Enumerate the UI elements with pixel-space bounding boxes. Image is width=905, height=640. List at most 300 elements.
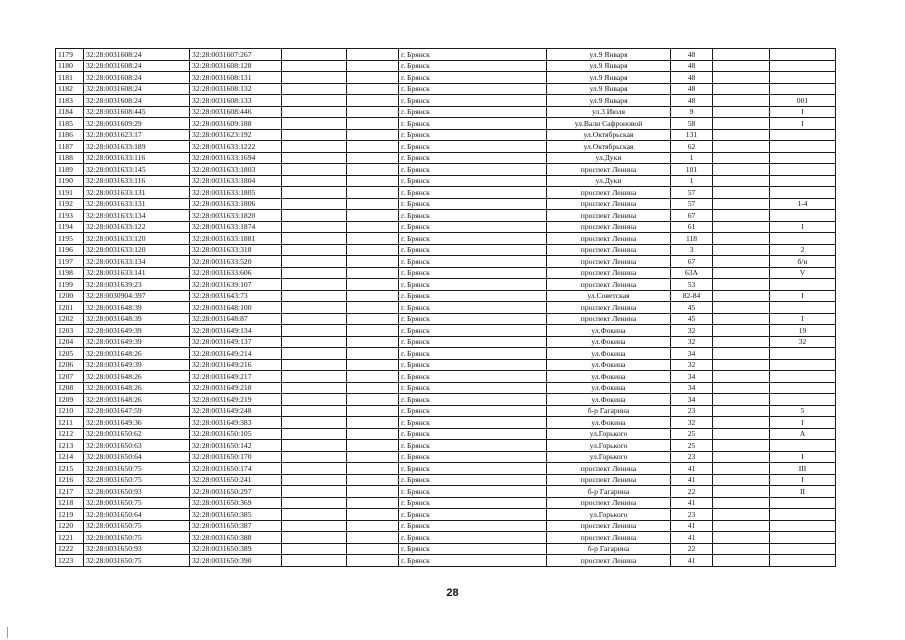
cell-street: ул.Дуки: [547, 152, 671, 164]
cell-parcel-number: 32:28:0031648:39: [84, 302, 190, 314]
cell-col-blank-3: [713, 290, 770, 302]
cell-object-number: 32:28:0031608:128: [190, 60, 282, 72]
cell-premises: [770, 359, 836, 371]
cell-col-blank-3: [713, 440, 770, 452]
cell-col-blank-3: [713, 83, 770, 95]
cell-house: 67: [671, 256, 713, 268]
table-row: [56, 520, 836, 532]
cell-object-number: 32:28:0031623:192: [190, 129, 282, 141]
cell-house: 48: [671, 83, 713, 95]
cell-house: 25: [671, 428, 713, 440]
cell-col-blank-2: [347, 233, 399, 245]
cell-col-blank-1: [282, 474, 347, 486]
cell-city: г. Брянск: [399, 49, 547, 61]
cell-parcel-number: 32:28:0031648:26: [84, 348, 190, 360]
cell-city: г. Брянск: [399, 336, 547, 348]
cell-street: ул.Фокина: [547, 382, 671, 394]
cell-col-blank-2: [347, 129, 399, 141]
cell-house: 62: [671, 141, 713, 153]
cell-city: г. Брянск: [399, 394, 547, 406]
cell-object-number: 32:28:0031650:297: [190, 486, 282, 498]
cell-parcel-number: 32:28:0031608:24: [84, 72, 190, 84]
cell-premises: [770, 164, 836, 176]
cell-street: ул.Советская: [547, 290, 671, 302]
cell-row-number: 1222: [56, 543, 84, 555]
cell-col-blank-2: [347, 60, 399, 72]
cell-city: г. Брянск: [399, 83, 547, 95]
table-row: [56, 198, 836, 210]
cell-col-blank-3: [713, 405, 770, 417]
cell-col-blank-1: [282, 417, 347, 429]
cell-col-blank-1: [282, 371, 347, 383]
cell-parcel-number: 32:28:0031649:36: [84, 417, 190, 429]
cell-col-blank-2: [347, 187, 399, 199]
cell-street: ул.Фокина: [547, 348, 671, 360]
cell-street: проспект Ленина: [547, 532, 671, 544]
cell-col-blank-2: [347, 359, 399, 371]
cell-col-blank-3: [713, 221, 770, 233]
cell-city: г. Брянск: [399, 221, 547, 233]
cell-city: г. Брянск: [399, 290, 547, 302]
cell-col-blank-3: [713, 267, 770, 279]
cell-col-blank-1: [282, 428, 347, 440]
cell-col-blank-2: [347, 95, 399, 107]
cell-parcel-number: 32:28:0031633:116: [84, 175, 190, 187]
cell-col-blank-3: [713, 256, 770, 268]
cell-row-number: 1180: [56, 60, 84, 72]
cell-parcel-number: 32:28:0031633:141: [84, 267, 190, 279]
cell-house: 9: [671, 106, 713, 118]
cell-premises: [770, 60, 836, 72]
cell-premises: [770, 371, 836, 383]
cell-object-number: 32:28:0031649:217: [190, 371, 282, 383]
table-row: [56, 532, 836, 544]
cell-object-number: 32:28:0031608:132: [190, 83, 282, 95]
cell-col-blank-1: [282, 256, 347, 268]
cell-street: ул.9 Января: [547, 49, 671, 61]
cell-col-blank-3: [713, 359, 770, 371]
cell-street: ул.Горького: [547, 428, 671, 440]
cell-col-blank-2: [347, 175, 399, 187]
cell-col-blank-1: [282, 198, 347, 210]
cell-object-number: 32:28:0031650:105: [190, 428, 282, 440]
cell-parcel-number: 32:28:0031648:26: [84, 382, 190, 394]
cell-col-blank-3: [713, 302, 770, 314]
cell-street: б-р Гагарина: [547, 405, 671, 417]
cell-object-number: 32:28:0031650:388: [190, 532, 282, 544]
cell-house: 34: [671, 382, 713, 394]
cell-row-number: 1219: [56, 509, 84, 521]
cell-col-blank-3: [713, 428, 770, 440]
cell-street: ул.9 Января: [547, 83, 671, 95]
cell-col-blank-1: [282, 152, 347, 164]
cell-row-number: 1183: [56, 95, 84, 107]
cell-row-number: 1181: [56, 72, 84, 84]
cell-col-blank-2: [347, 474, 399, 486]
cell-col-blank-2: [347, 141, 399, 153]
table-row: [56, 302, 836, 314]
table-row: [56, 371, 836, 383]
cell-street: проспект Ленина: [547, 244, 671, 256]
cell-object-number: 32:28:0031608:446: [190, 106, 282, 118]
cell-parcel-number: 32:28:0031650:64: [84, 509, 190, 521]
cell-col-blank-2: [347, 244, 399, 256]
cell-row-number: 1191: [56, 187, 84, 199]
table-row: [56, 394, 836, 406]
cell-parcel-number: 32:28:0031649:39: [84, 359, 190, 371]
cell-street: ул.Октябрьская: [547, 129, 671, 141]
cell-parcel-number: 32:28:0030904:397: [84, 290, 190, 302]
cell-col-blank-2: [347, 72, 399, 84]
cell-col-blank-1: [282, 290, 347, 302]
cell-street: ул.Фокина: [547, 336, 671, 348]
cell-col-blank-3: [713, 520, 770, 532]
cell-row-number: 1179: [56, 49, 84, 61]
cell-col-blank-2: [347, 405, 399, 417]
cell-parcel-number: 32:28:0031609:29: [84, 118, 190, 130]
cell-object-number: 32:28:0031633:1694: [190, 152, 282, 164]
cell-col-blank-2: [347, 313, 399, 325]
cell-col-blank-1: [282, 336, 347, 348]
cell-premises: 1-4: [770, 198, 836, 210]
cell-row-number: 1198: [56, 267, 84, 279]
cell-object-number: 32:28:0031609:188: [190, 118, 282, 130]
cell-object-number: 32:28:0031650:241: [190, 474, 282, 486]
cell-house: 48: [671, 49, 713, 61]
cell-premises: б/н: [770, 256, 836, 268]
cell-row-number: 1220: [56, 520, 84, 532]
cell-premises: [770, 210, 836, 222]
cell-street: ул.Горького: [547, 440, 671, 452]
table-row: [56, 164, 836, 176]
cell-house: 41: [671, 474, 713, 486]
cell-col-blank-1: [282, 463, 347, 475]
cell-house: 32: [671, 336, 713, 348]
cell-col-blank-1: [282, 382, 347, 394]
table-row: [56, 95, 836, 107]
cell-row-number: 1207: [56, 371, 84, 383]
cell-city: г. Брянск: [399, 474, 547, 486]
cell-house: 34: [671, 348, 713, 360]
cell-street: ул.9 Января: [547, 72, 671, 84]
cell-premises: А: [770, 428, 836, 440]
cell-row-number: 1196: [56, 244, 84, 256]
table-row: [56, 72, 836, 84]
cell-object-number: 32:28:0031649:219: [190, 394, 282, 406]
cell-house: 23: [671, 405, 713, 417]
cell-row-number: 1184: [56, 106, 84, 118]
cell-row-number: 1195: [56, 233, 84, 245]
cell-col-blank-2: [347, 555, 399, 567]
cell-object-number: 32:28:0031650:389: [190, 543, 282, 555]
cell-col-blank-1: [282, 72, 347, 84]
cell-col-blank-1: [282, 555, 347, 567]
cell-object-number: 32:28:0031607:267: [190, 49, 282, 61]
cell-premises: 19: [770, 325, 836, 337]
cell-col-blank-2: [347, 417, 399, 429]
cell-premises: V: [770, 267, 836, 279]
cell-col-blank-3: [713, 210, 770, 222]
cell-city: г. Брянск: [399, 532, 547, 544]
cell-row-number: 1221: [56, 532, 84, 544]
cell-col-blank-1: [282, 49, 347, 61]
cell-object-number: 32:28:0031649:137: [190, 336, 282, 348]
cell-premises: I: [770, 290, 836, 302]
cell-parcel-number: 32:28:0031650:93: [84, 486, 190, 498]
table-row: [56, 290, 836, 302]
cell-city: г. Брянск: [399, 267, 547, 279]
cell-col-blank-2: [347, 543, 399, 555]
cell-object-number: 32:28:0031650:390: [190, 555, 282, 567]
cell-col-blank-2: [347, 451, 399, 463]
cell-parcel-number: 32:28:0031608:24: [84, 83, 190, 95]
cell-street: ул.3 Июля: [547, 106, 671, 118]
cell-city: г. Брянск: [399, 106, 547, 118]
cell-premises: [770, 382, 836, 394]
cell-house: 22: [671, 543, 713, 555]
table-row: [56, 279, 836, 291]
cell-col-blank-1: [282, 509, 347, 521]
cell-house: 53: [671, 279, 713, 291]
cell-parcel-number: 32:28:0031650:75: [84, 555, 190, 567]
cell-city: г. Брянск: [399, 382, 547, 394]
cell-col-blank-1: [282, 175, 347, 187]
cell-col-blank-1: [282, 543, 347, 555]
cell-premises: [770, 83, 836, 95]
cell-object-number: 32:28:0031633:1804: [190, 175, 282, 187]
cell-premises: 5: [770, 405, 836, 417]
cell-row-number: 1217: [56, 486, 84, 498]
cell-col-blank-2: [347, 279, 399, 291]
cell-premises: I: [770, 313, 836, 325]
cell-col-blank-3: [713, 49, 770, 61]
cell-row-number: 1199: [56, 279, 84, 291]
cell-parcel-number: 32:28:0031633:120: [84, 233, 190, 245]
cell-premises: [770, 175, 836, 187]
cell-parcel-number: 32:28:0031633:189: [84, 141, 190, 153]
cell-premises: [770, 302, 836, 314]
cell-object-number: 32:28:0031650:385: [190, 509, 282, 521]
cell-col-blank-3: [713, 348, 770, 360]
cell-col-blank-1: [282, 532, 347, 544]
cell-row-number: 1211: [56, 417, 84, 429]
cell-city: г. Брянск: [399, 405, 547, 417]
cell-street: ул.Горького: [547, 451, 671, 463]
cell-col-blank-3: [713, 486, 770, 498]
table-row: [56, 141, 836, 153]
cell-col-blank-2: [347, 152, 399, 164]
cell-premises: [770, 555, 836, 567]
cell-city: г. Брянск: [399, 371, 547, 383]
table-row: [56, 152, 836, 164]
cell-row-number: 1206: [56, 359, 84, 371]
cell-premises: III: [770, 463, 836, 475]
cell-city: г. Брянск: [399, 152, 547, 164]
cell-col-blank-2: [347, 83, 399, 95]
cell-col-blank-3: [713, 279, 770, 291]
cell-col-blank-1: [282, 129, 347, 141]
cell-street: проспект Ленина: [547, 313, 671, 325]
cell-row-number: 1213: [56, 440, 84, 452]
cell-street: ул.9 Января: [547, 60, 671, 72]
cell-object-number: 32:28:0031649:134: [190, 325, 282, 337]
cell-col-blank-2: [347, 210, 399, 222]
cell-street: проспект Ленина: [547, 497, 671, 509]
cell-house: 3: [671, 244, 713, 256]
cell-house: 131: [671, 129, 713, 141]
cell-street: проспект Ленина: [547, 233, 671, 245]
cell-city: г. Брянск: [399, 348, 547, 360]
cell-col-blank-2: [347, 290, 399, 302]
cell-city: г. Брянск: [399, 129, 547, 141]
cell-parcel-number: 32:28:0031608:24: [84, 49, 190, 61]
cell-row-number: 1205: [56, 348, 84, 360]
cell-parcel-number: 32:28:0031650:75: [84, 463, 190, 475]
cell-house: 48: [671, 60, 713, 72]
cell-object-number: 32:28:0031633:1803: [190, 164, 282, 176]
cell-col-blank-2: [347, 49, 399, 61]
cell-col-blank-1: [282, 348, 347, 360]
table-row: [56, 267, 836, 279]
cell-row-number: 1204: [56, 336, 84, 348]
table-row: [56, 221, 836, 233]
cell-col-blank-2: [347, 509, 399, 521]
cell-house: 41: [671, 532, 713, 544]
cell-street: проспект Ленина: [547, 187, 671, 199]
cell-parcel-number: 32:28:0031649:39: [84, 325, 190, 337]
cell-house: 45: [671, 313, 713, 325]
cell-col-blank-2: [347, 497, 399, 509]
cell-premises: [770, 440, 836, 452]
cell-object-number: 32:28:0031643:73: [190, 290, 282, 302]
cell-row-number: 1223: [56, 555, 84, 567]
cell-house: 1: [671, 152, 713, 164]
cell-object-number: 32:28:0031639:107: [190, 279, 282, 291]
cell-object-number: 32:28:0031648:87: [190, 313, 282, 325]
cell-col-blank-3: [713, 371, 770, 383]
table-row: [56, 509, 836, 521]
table-row: [56, 497, 836, 509]
cell-col-blank-3: [713, 106, 770, 118]
cell-street: проспект Ленина: [547, 164, 671, 176]
cell-city: г. Брянск: [399, 60, 547, 72]
cell-house: 101: [671, 164, 713, 176]
cell-col-blank-3: [713, 187, 770, 199]
cell-col-blank-2: [347, 440, 399, 452]
table-row: [56, 417, 836, 429]
cell-city: г. Брянск: [399, 210, 547, 222]
cell-street: ул.9 Января: [547, 95, 671, 107]
cell-object-number: 32:28:0031633:318: [190, 244, 282, 256]
cell-house: 32: [671, 325, 713, 337]
cell-premises: [770, 141, 836, 153]
cell-col-blank-1: [282, 405, 347, 417]
cell-row-number: 1210: [56, 405, 84, 417]
cell-col-blank-3: [713, 141, 770, 153]
cell-col-blank-3: [713, 313, 770, 325]
cell-col-blank-3: [713, 451, 770, 463]
cell-object-number: 32:28:0031633:1806: [190, 198, 282, 210]
cell-parcel-number: 32:28:0031650:75: [84, 520, 190, 532]
cell-object-number: 32:28:0031608:131: [190, 72, 282, 84]
cell-col-blank-2: [347, 463, 399, 475]
cell-premises: [770, 152, 836, 164]
cell-premises: 32: [770, 336, 836, 348]
cell-city: г. Брянск: [399, 417, 547, 429]
cell-col-blank-3: [713, 394, 770, 406]
cell-col-blank-3: [713, 233, 770, 245]
cell-house: 61: [671, 221, 713, 233]
cell-house: 57: [671, 187, 713, 199]
cell-house: 48: [671, 95, 713, 107]
cell-street: проспект Ленина: [547, 279, 671, 291]
cell-parcel-number: 32:28:0031633:134: [84, 256, 190, 268]
cell-col-blank-1: [282, 118, 347, 130]
table-row: [56, 451, 836, 463]
cell-col-blank-3: [713, 164, 770, 176]
cell-city: г. Брянск: [399, 244, 547, 256]
cell-street: проспект Ленина: [547, 256, 671, 268]
cell-row-number: 1203: [56, 325, 84, 337]
cell-house: 23: [671, 509, 713, 521]
page-number: 28: [446, 587, 459, 599]
cell-row-number: 1212: [56, 428, 84, 440]
cell-premises: [770, 394, 836, 406]
cell-col-blank-2: [347, 118, 399, 130]
cell-row-number: 1216: [56, 474, 84, 486]
cell-object-number: 32:28:0031633:1881: [190, 233, 282, 245]
cell-object-number: 32:28:0031633:606: [190, 267, 282, 279]
cell-col-blank-1: [282, 279, 347, 291]
cell-col-blank-3: [713, 543, 770, 555]
cell-house: 34: [671, 394, 713, 406]
cell-object-number: 32:28:0031650:174: [190, 463, 282, 475]
cell-premises: [770, 233, 836, 245]
cell-premises: I: [770, 106, 836, 118]
cell-street: проспект Ленина: [547, 302, 671, 314]
cell-house: 23: [671, 451, 713, 463]
table-row: [56, 474, 836, 486]
cell-row-number: 1214: [56, 451, 84, 463]
cell-city: г. Брянск: [399, 164, 547, 176]
cell-col-blank-1: [282, 164, 347, 176]
cell-premises: [770, 348, 836, 360]
cell-row-number: 1197: [56, 256, 84, 268]
cell-city: г. Брянск: [399, 302, 547, 314]
cell-city: г. Брянск: [399, 555, 547, 567]
cell-parcel-number: 32:28:0031650:75: [84, 474, 190, 486]
cell-city: г. Брянск: [399, 497, 547, 509]
cell-premises: [770, 497, 836, 509]
cell-col-blank-2: [347, 371, 399, 383]
cell-row-number: 1218: [56, 497, 84, 509]
cell-parcel-number: 32:28:0031647:59: [84, 405, 190, 417]
cell-col-blank-3: [713, 463, 770, 475]
cell-premises: [770, 49, 836, 61]
cell-object-number: 32:28:0031649:216: [190, 359, 282, 371]
cell-city: г. Брянск: [399, 72, 547, 84]
cell-col-blank-1: [282, 233, 347, 245]
cell-col-blank-2: [347, 302, 399, 314]
cell-col-blank-2: [347, 106, 399, 118]
table-row: [56, 83, 836, 95]
cell-street: ул.Горького: [547, 509, 671, 521]
cell-object-number: 32:28:0031650:170: [190, 451, 282, 463]
cell-col-blank-1: [282, 394, 347, 406]
table-row: [56, 118, 836, 130]
registry-table: [55, 48, 836, 567]
cell-house: 41: [671, 463, 713, 475]
